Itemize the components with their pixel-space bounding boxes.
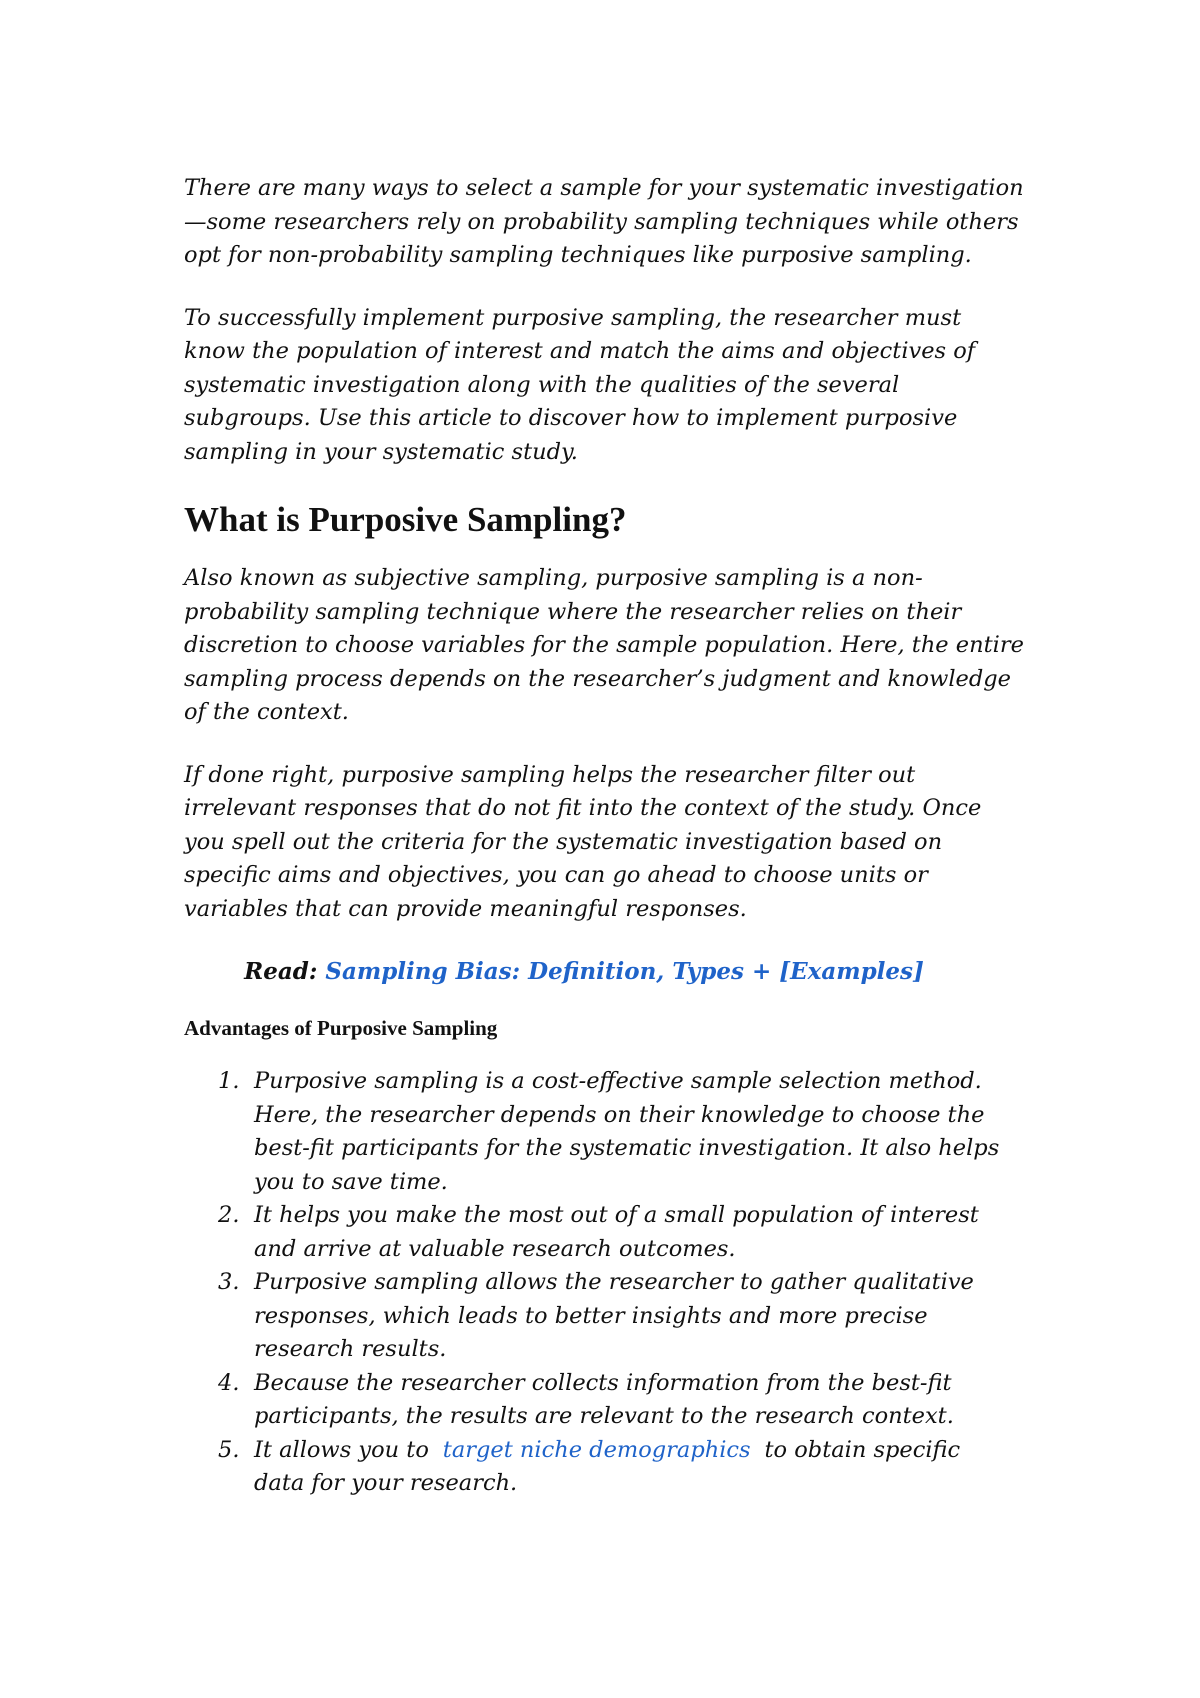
- intro-paragraph-1: There are many ways to select a sample for your systematic investigation—some researchers rely on probability sampling techniques while others opt for non-probability sampling techniques like purposive sampling.: [184, 175, 1024, 268]
- definition-paragraph: Also known as subjective sampling, purposive sampling is a non-probability sampling technique where the researcher relies on their discretion to choose variables for the sample population. Here, the entire sampling process depends on the researcher’s judgment and knowledge of the context.: [184, 565, 1024, 725]
- advantages-heading: Advantages of Purposive Sampling: [184, 1016, 498, 1040]
- list-item-text: Purposive sampling is a cost-effective sample selection method. Here, the researcher depends on their knowledge to choose the best-fit participants for the systematic investigation. It also helps you to save time.: [254, 1068, 1000, 1195]
- list-number: 1.: [218, 1068, 240, 1094]
- intro-paragraph-2: To successfully implement purposive sampling, the researcher must know the population of interest and match the aims and objectives of systematic investigation along with the qualities of the several subgroups. Use this article to discover how to implement purposive sampling in your systematic study.: [184, 304, 976, 465]
- target-niche-demographics-link[interactable]: target niche demographics: [442, 1436, 751, 1463]
- list-item: [184, 1065, 1014, 1199]
- list-item-text-before: It allows you to: [254, 1436, 429, 1463]
- sampling-bias-link[interactable]: Sampling Bias: Definition, Types + [Examples]: [325, 958, 924, 985]
- list-item: [184, 1367, 1014, 1434]
- document-content: [184, 172, 1054, 1501]
- list-item-text: Purposive sampling allows the researcher to gather qualitative responses, which leads to better insights and more precise research results.: [254, 1269, 974, 1362]
- read-callout: [184, 955, 984, 989]
- advantages-list: [184, 1065, 1054, 1501]
- list-number: 5.: [218, 1436, 240, 1463]
- list-item-text: It helps you make the most out of a small population of interest and arrive at valuable research outcomes.: [254, 1202, 979, 1262]
- list-item: [184, 1434, 1014, 1501]
- read-label: Read:: [244, 958, 318, 985]
- list-number: 4.: [218, 1369, 240, 1396]
- list-item-text-after: to obtain specific data for your research.: [254, 1436, 961, 1496]
- list-item: [184, 1199, 1014, 1266]
- list-item-text: Because the researcher collects information from the best-fit participants, the results are relevant to the research context.: [254, 1369, 954, 1429]
- list-number: 3.: [218, 1269, 240, 1295]
- list-number: 2.: [218, 1202, 240, 1228]
- list-item: [184, 1266, 1014, 1367]
- filtering-paragraph: If done right, purposive sampling helps the researcher filter out irrelevant responses that do not fit into the context of the study. Once you spell out the criteria for the systematic investigation based on specific aims and objectives, you can go ahead to choose units or variables that can provide meaningful responses.: [184, 761, 982, 922]
- section-heading-what-is: What is Purposive Sampling?: [184, 500, 627, 539]
